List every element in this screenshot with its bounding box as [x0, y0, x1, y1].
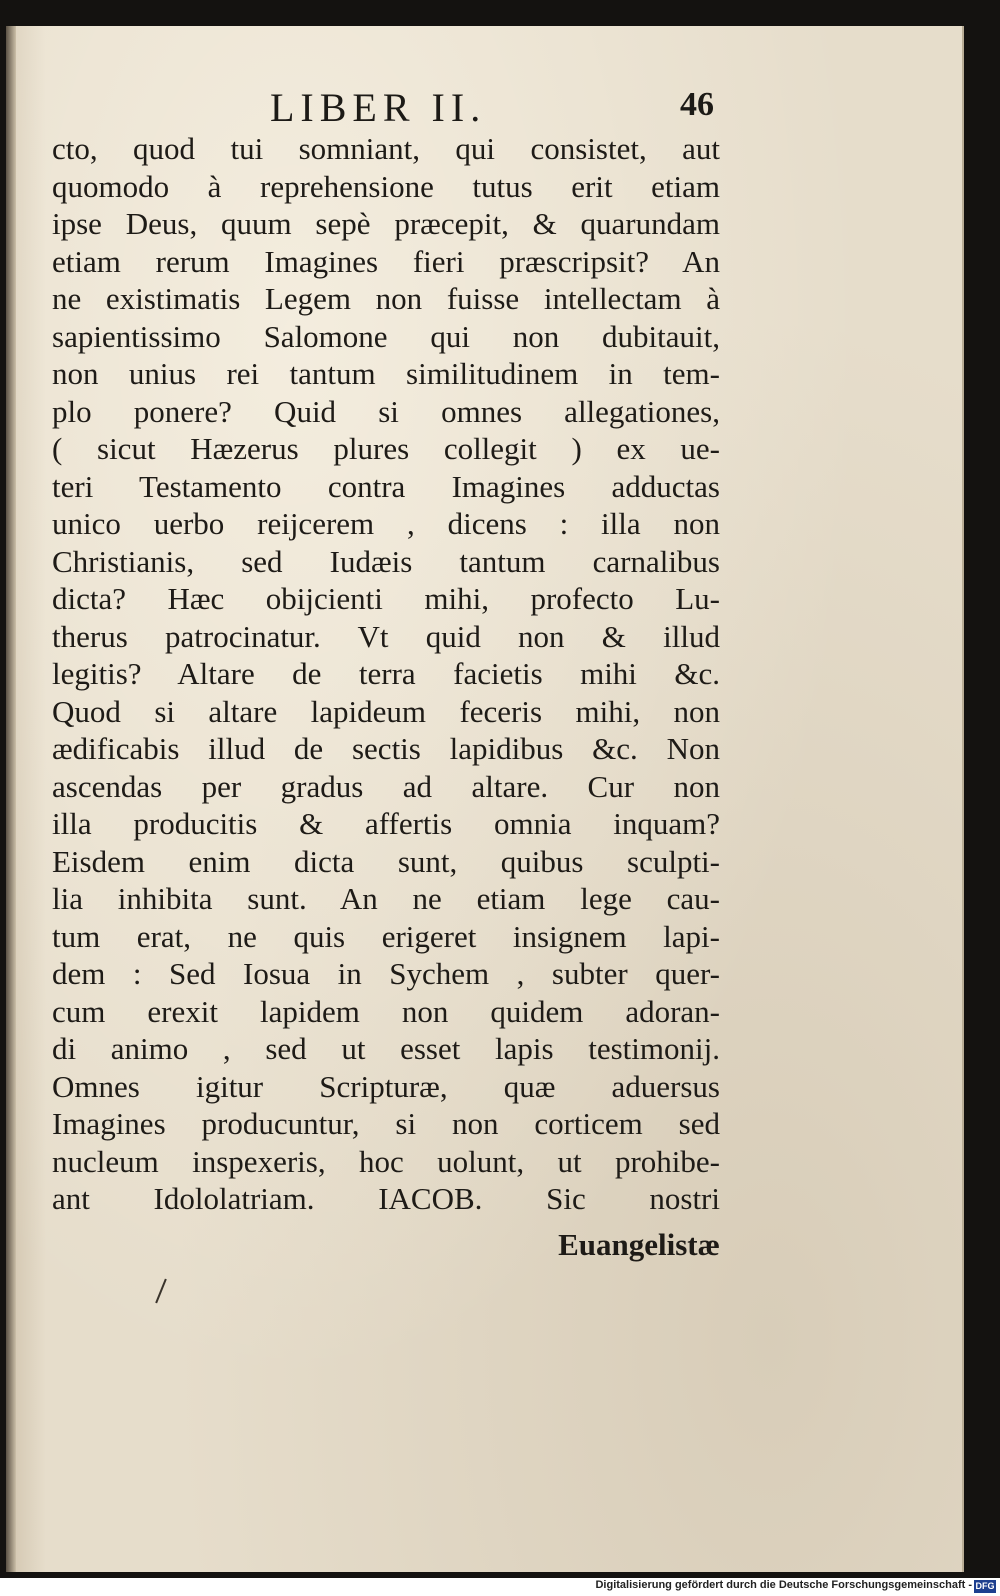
text-line: etiam rerum Imagines fieri præscripsit? An — [52, 243, 720, 279]
page-number: 46 — [680, 86, 714, 123]
body-text — [52, 130, 720, 1218]
text-line: Imagines producuntur, si non corticem sed — [52, 1106, 720, 1141]
text-line: ( sicut Hæzerus plures collegit ) ex ue- — [52, 431, 720, 466]
text-line: non unius rei tantum similitudinem in tem- — [52, 356, 720, 391]
text-line: ædificabis illud de sectis lapidibus &c. Non — [52, 731, 720, 766]
text-line: dicta? Hæc obijcienti mihi, profecto Lu- — [52, 581, 720, 616]
text-line: lia inhibita sunt. An ne etiam lege cau- — [52, 881, 720, 916]
text-line: cum erexit lapidem non quidem adoran- — [52, 993, 720, 1029]
text-line: plo ponere? Quid si omnes allegationes, — [52, 393, 720, 429]
text-line: ant Idololatriam. IACOB. Sic nostri — [52, 1181, 720, 1216]
text-line: illa producitis & affertis omnia inquam? — [52, 806, 720, 841]
text-line: di animo , sed ut esset lapis testimonij. — [52, 1031, 720, 1066]
text-line: ne existimatis Legem non fuisse intellectam à — [52, 281, 720, 316]
text-line: nucleum inspexeris, hoc uolunt, ut prohibe- — [52, 1143, 720, 1179]
digitization-credit: Digitalisierung gefördert durch die Deutsche Forschungsgemeinschaft - — [595, 1579, 972, 1591]
text-line: ipse Deus, quum sepè præcepit, & quarundam — [52, 206, 720, 241]
running-head: LIBER II. — [270, 85, 487, 130]
text-line: unico uerbo reijcerem , dicens : illa non — [52, 506, 720, 541]
page-gutter-shadow — [6, 26, 16, 1572]
text-line: Omnes igitur Scripturæ, quæ aduersus — [52, 1068, 720, 1104]
text-line: Quod si altare lapideum feceris mihi, non — [52, 693, 720, 729]
dfg-logo: DFG — [975, 1581, 995, 1591]
text-line: Eisdem enim dicta sunt, quibus sculpti- — [52, 843, 720, 879]
text-line: sapientissimo Salomone qui non dubitauit, — [52, 318, 720, 354]
text-line: cto, quod tui somniant, qui consistet, aut — [52, 131, 720, 166]
text-line: quomodo à reprehensione tutus erit etiam — [52, 168, 720, 204]
text-line: tum erat, ne quis erigeret insignem lapi- — [52, 918, 720, 954]
text-line: therus patrocinatur. Vt quid non & illud — [52, 618, 720, 654]
text-line: teri Testamento contra Imagines adductas — [52, 468, 720, 504]
text-line: dem : Sed Iosua in Sychem , subter quer- — [52, 956, 720, 991]
text-line: ascendas per gradus ad altare. Cur non — [52, 768, 720, 804]
text-line: Christianis, sed Iudæis tantum carnalibus — [52, 543, 720, 579]
catchword: Euangelistæ — [558, 1227, 720, 1262]
text-line: legitis? Altare de terra facietis mihi &c. — [52, 656, 720, 691]
